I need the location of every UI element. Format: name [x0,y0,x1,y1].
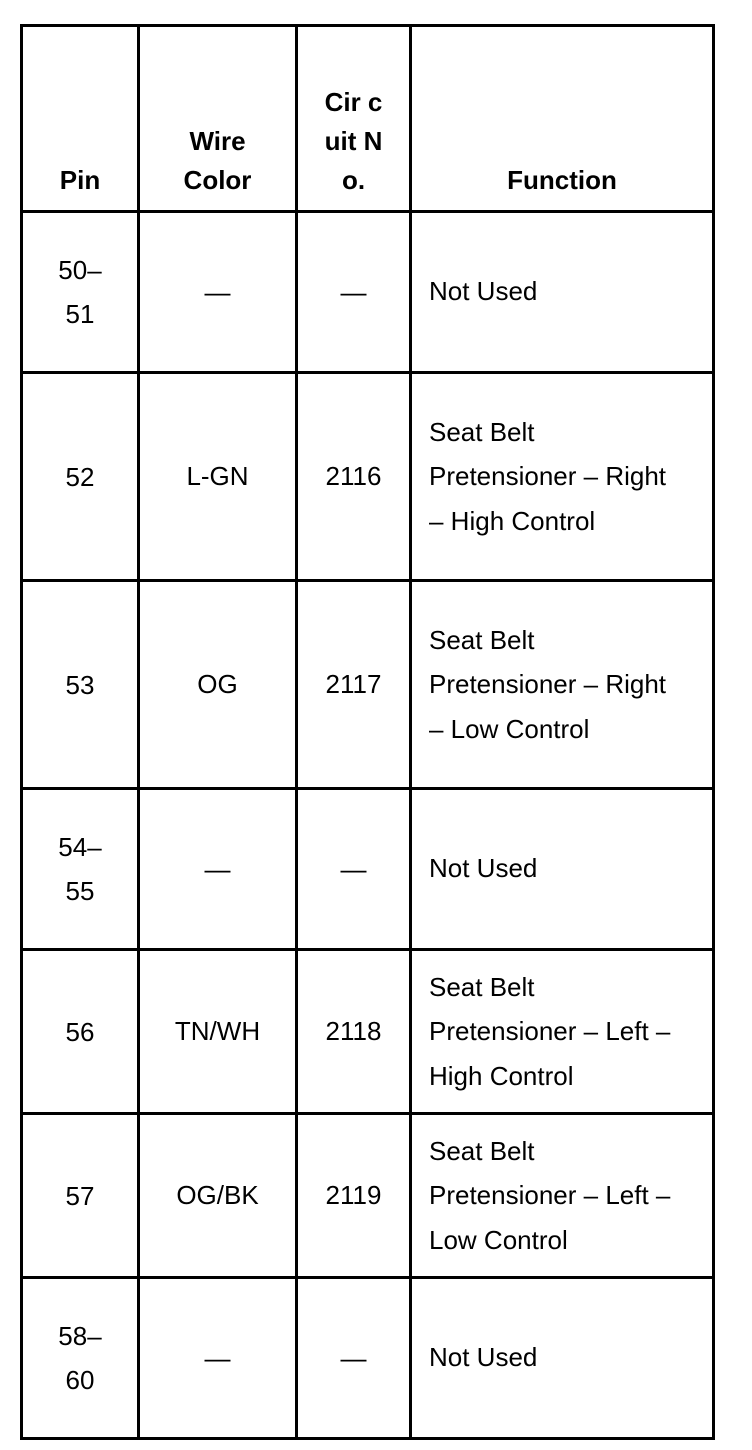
circuit-no-cell: — [297,1278,411,1439]
table-row [22,1114,714,1278]
circuit-no-cell: 2117 [297,581,411,789]
wire-color-cell: — [139,212,297,373]
header-pin: Pin [22,26,139,212]
wire-color-cell: — [139,789,297,950]
pin-cell: 58–60 [22,1278,139,1439]
table-row [22,373,714,581]
circuit-no-cell: 2116 [297,373,411,581]
table-row [22,212,714,373]
table-row [22,1278,714,1439]
table-row [22,950,714,1114]
wire-color-cell: L-GN [139,373,297,581]
wire-color-cell: — [139,1278,297,1439]
header-row [22,26,714,212]
header-wire-color: Wire Color [139,26,297,212]
function-cell: Seat Belt Pretensioner – Left – Low Control [411,1114,714,1278]
pin-cell: 52 [22,373,139,581]
function-cell: Seat Belt Pretensioner – Right – High Control [411,373,714,581]
wire-color-cell: OG [139,581,297,789]
circuit-no-cell: — [297,789,411,950]
table-row [22,581,714,789]
function-cell: Seat Belt Pretensioner – Left – High Control [411,950,714,1114]
circuit-no-cell: 2119 [297,1114,411,1278]
pin-cell: 56 [22,950,139,1114]
circuit-no-cell: — [297,212,411,373]
table-row [22,789,714,950]
function-cell: Not Used [411,789,714,950]
pin-cell: 57 [22,1114,139,1278]
wire-color-cell: OG/BK [139,1114,297,1278]
pin-cell: 54–55 [22,789,139,950]
wire-color-cell: TN/WH [139,950,297,1114]
header-circuit-no: Cir cuit No. [297,26,411,212]
pin-cell: 50–51 [22,212,139,373]
pin-cell: 53 [22,581,139,789]
function-cell: Seat Belt Pretensioner – Right – Low Control [411,581,714,789]
function-cell: Not Used [411,212,714,373]
circuit-no-cell: 2118 [297,950,411,1114]
header-function: Function [411,26,714,212]
pin-table [20,24,715,1440]
function-cell: Not Used [411,1278,714,1439]
